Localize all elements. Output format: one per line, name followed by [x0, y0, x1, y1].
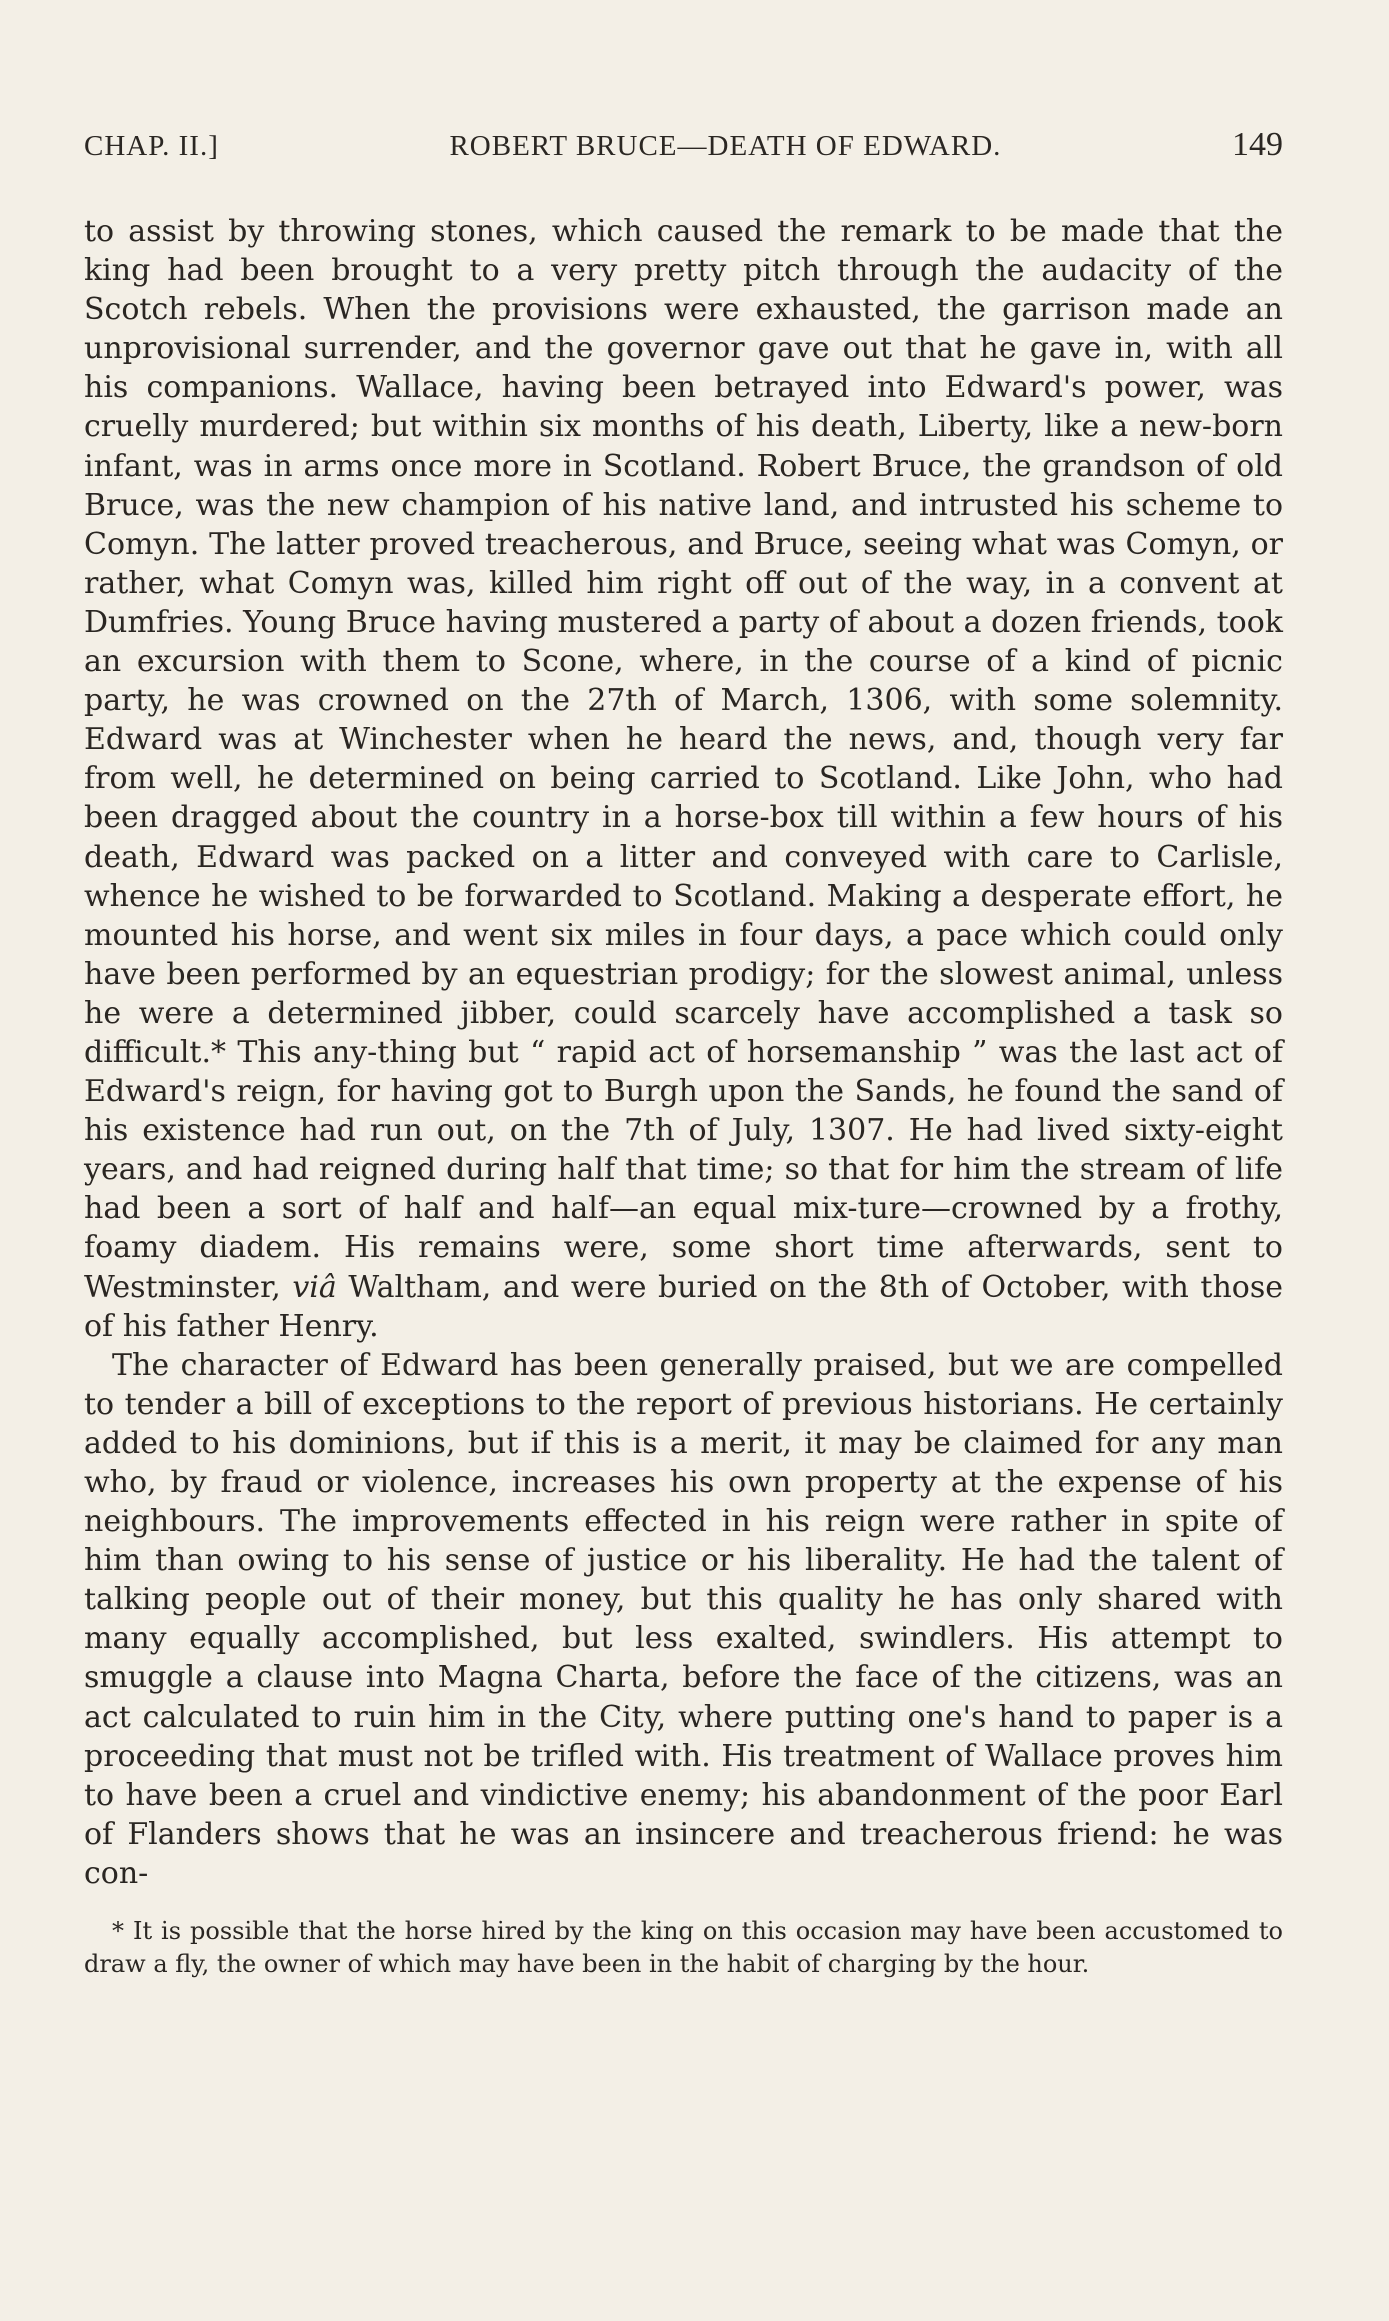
- chapter-label: CHAP. II.]: [84, 130, 219, 162]
- body-text: [84, 212, 1283, 1893]
- paragraph-text: Waltham, and were buried on the 8th of October, with those of his father Henry.: [84, 1269, 1283, 1344]
- italic-term: viâ: [292, 1269, 337, 1305]
- running-title: ROBERT BRUCE—DEATH OF EDWARD.: [449, 130, 1002, 162]
- page-number: 149: [1231, 126, 1283, 163]
- paragraph-continued: [84, 212, 1283, 1346]
- footnote: * It is possible that the horse hired by the king on this occasion may have been accustomed to draw a fly, the owner of which may have been in the habit of charging by the hour.: [84, 1917, 1283, 1979]
- paragraph-text: to assist by throwing stones, which caused the remark to be made that the king had been brought to a very pretty pitch through the audacity of the Scotch rebels. When the provisions were exhausted, the garrison made an unprovisional surrender, and the governor gave out that he gave in, with all his companions. Wallace, having been betrayed into Edward's power, was cruelly murdered; but within six months of his death, Liberty, like a new-born infant, was in arms once more in Scotland. Robert Bruce, the grandson of old Bruce, was the new champion of his native land, and intrusted his scheme to Comyn. The latter proved treacherous, and Bruce, seeing what was Comyn, or rather, what Comyn was, killed him right off out of the way, in a convent at Dumfries. Young Bruce having mustered a party of about a dozen friends, took an excursion with them to Scone, where, in the course of a kind of picnic party, he was crowned on the 27th of March, 1306, with some solemnity. Edward was at Winchester when he heard the news, and, though very far from well, he determined on being carried to Scotland. Like John, who had been dragged about the country in a horse-box till within a few hours of his death, Edward was packed on a litter and conveyed with care to Carlisle, whence he wished to be forwarded to Scotland. Making a desperate effort, he mounted his horse, and went six miles in four days, a pace which could only have been performed by an equestrian prodigy; for the slowest animal, unless he were a determined jibber, could scarcely have accomplished a task so difficult.* This any-thing but “ rapid act of horsemanship ” was the last act of Edward's reign, for having got to Burgh upon the Sands, he found the sand of his existence had run out, on the 7th of July, 1307. He had lived sixty-eight years, and had reigned during half that time; so that for him the stream of life had been a sort of half and half—an equal mix-ture—crowned by a frothy, foamy diadem. His remains were, some short time afterwards, sent to Westminster,: [84, 214, 1283, 1305]
- paragraph-character-of-edward: The character of Edward has been generally praised, but we are compelled to tender a bill of exceptions to the report of previous historians. He certainly added to his dominions, but if this is a merit, it may be claimed for any man who, by fraud or violence, increases his own property at the expense of his neighbours. The improvements effected in his reign were rather in spite of him than owing to his sense of justice or his liberality. He had the talent of talking people out of their money, but this quality he has only shared with many equally accomplished, but less exalted, swindlers. His attempt to smuggle a clause into Magna Charta, before the face of the citizens, was an act calculated to ruin him in the City, where putting one's hand to paper is a proceeding that must not be trifled with. His treatment of Wallace proves him to have been a cruel and vindictive enemy; his abandonment of the poor Earl of Flanders shows that he was an insincere and treacherous friend: he was con-: [84, 1347, 1283, 1891]
- running-header: [84, 126, 1283, 172]
